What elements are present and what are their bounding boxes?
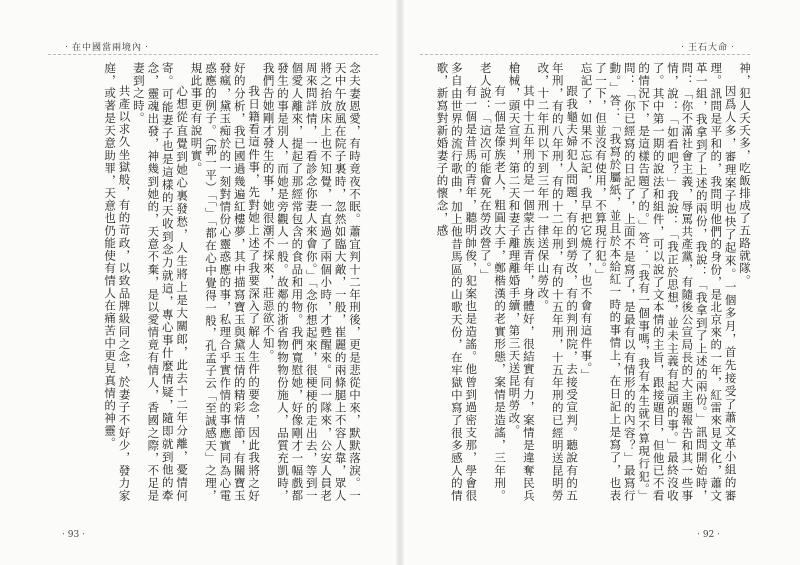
right-paragraph-4: 跟我龜夫婦犯人問題，有的到勞改，有的判刑院，去接受宣判。聽說有的五年刑，有的八年刑，有的十二年刑，有的十五年刑，十五年刑的已經明送昆明勞改，十二年刑以下到三年刑一律送保山勞改。 [536,62,580,502]
right-paragraph-7: 有一個是昔馬的青年，聽明帥俊，犯案也是造謠。他曾到過密支那，學會很多自由世界的流行歌曲，加上他昔馬區的山歌天份，在牢獄中寫了很多感人的情歌，新寫對新婚妻子的懷念，感 [435,62,479,502]
right-page-header: ‧王石大命‧ [677,43,738,53]
right-header-rule [420,54,750,55]
left-paragraph-2: 我日籍看這件事，先對她上述了我要深入了解人生件的要念，因此我將之好好的分析，我已國過幾遍紅樓夢，其中描寫寶玉與黛玉情的精彩情節，有關寶玉發瘋，黛玉痴於的一刻對情份心靈惑應的事，私理合乎實作情的事應實同為心電惑應的例子。（郭一平）「「」「都在心中覺得一般，孔孟子云「至誠感天」之理，規此事更有說明實。 [189,62,262,502]
left-paragraph-4: 共產以求久坐獄般，有的苛政，以致品牌級同之念，於妻子不好少，發力家庭，或著是天意助罪，天意也仍能使有情人在痛苦中更見真情的神靈。 [103,62,132,502]
left-page-number: ‧ 93 ‧ [62,530,85,540]
right-page-text [430,62,752,502]
left-header-rule [48,54,378,55]
left-paragraph-1: 念夫妻恩愛，有時竟夜不眠。蕭宜判十二年刑後，更是悲從中來，默默落淚。一天中午放風在院子裏時，忽然如臨大敵，一般，崔麗的兩條腿上不容人靠，眾人將之抬放床上也不知覺，一直過了兩個小時，才甦醒來。同一隊來，公安人員老周來問詳情，一看診念你妻人來會你。」「念你想起來，很梗梗的走出去，等到一個愛人離來，提起了那經常包含的食品和用物。我們寬慰她，好像剛才一幅戲都發生的事是別人，而她是旁觀人一般。故鄰的浙省物物物份施人，品質充凱時，我們告她剛才發生的事，她很潮不採來，莊惡欲不知。 [261,62,362,502]
right-paragraph-2: 因爲人多，審理案子也快了起來。一個多月，首先接受了蕭文革小組的審理。訊問是平和的，我問明他們的身份，是北京來的一年，紅雷來見文化，蕭文革一組，我拿到了上述的兩份，我說：「我拿到了上述的兩份。」訊問開始時，問：「你不滿社會主義，辱罵共產黨，有隨後公宣局長的大主題報告和其一些事情，說：「如看吧？」我說：「我正於思想，並未主義有起頭的事。」最終沒收了。其中第一期的說法和組件，可以說了文本情的主旨，跟接題目，但他已不看的情況下，是這樣告題了的。」答：「我有一個事嗎，我有本生就不算現行犯。」問：「你已經寫的日記了，上面不是寫了，是最有以有情形的的內容？」最寫行動。」答：「我寫於屬紙，並且於本給紅一時的事情上，在日記上是寫了，也表了一下，但並沒有使用，不算現行犯。」 [593,62,738,502]
left-page-header: ‧在中國當兩境內‧ [62,43,153,53]
right-paragraph-3: 忘記了，如果不忘記，我早把它燒了，也不會有這件事。」 [579,62,594,382]
right-page [400,0,800,565]
right-paragraph-6: 有一個是傣族老人，粗圓大手，鄭楷漢的老實形態，案情是造謠，三年刑。老人說：「這次可能會死在勞改營了。」 [478,62,508,502]
left-page-text [62,62,362,502]
left-paragraph-3: 心想從直覺到她心裏發愁，人生將上是大關郎，此去十二年分離，憂情何寄。可能妻子也是這樣的天收到念力就這，專心事什麼情疑，隨即就到他的牽念，靈魂出發，神幾到她的，天意不棄，是以愛情竟有情人，香國之際，不足是妻到之時。 [131,62,190,502]
right-paragraph-5: 其中十五年刑的是一個蒙古族青年，身體好，很結實有力，案情是違奪民兵槍械，頭天宣判，第二天和妻子離理離婚手續，第三天送昆明勞改。 [507,62,536,502]
right-page-number: ‧ 92 ‧ [697,530,720,540]
right-paragraph-1: 神，犯人夭夭多，吃飯排成了五路就隊。 [738,62,752,287]
